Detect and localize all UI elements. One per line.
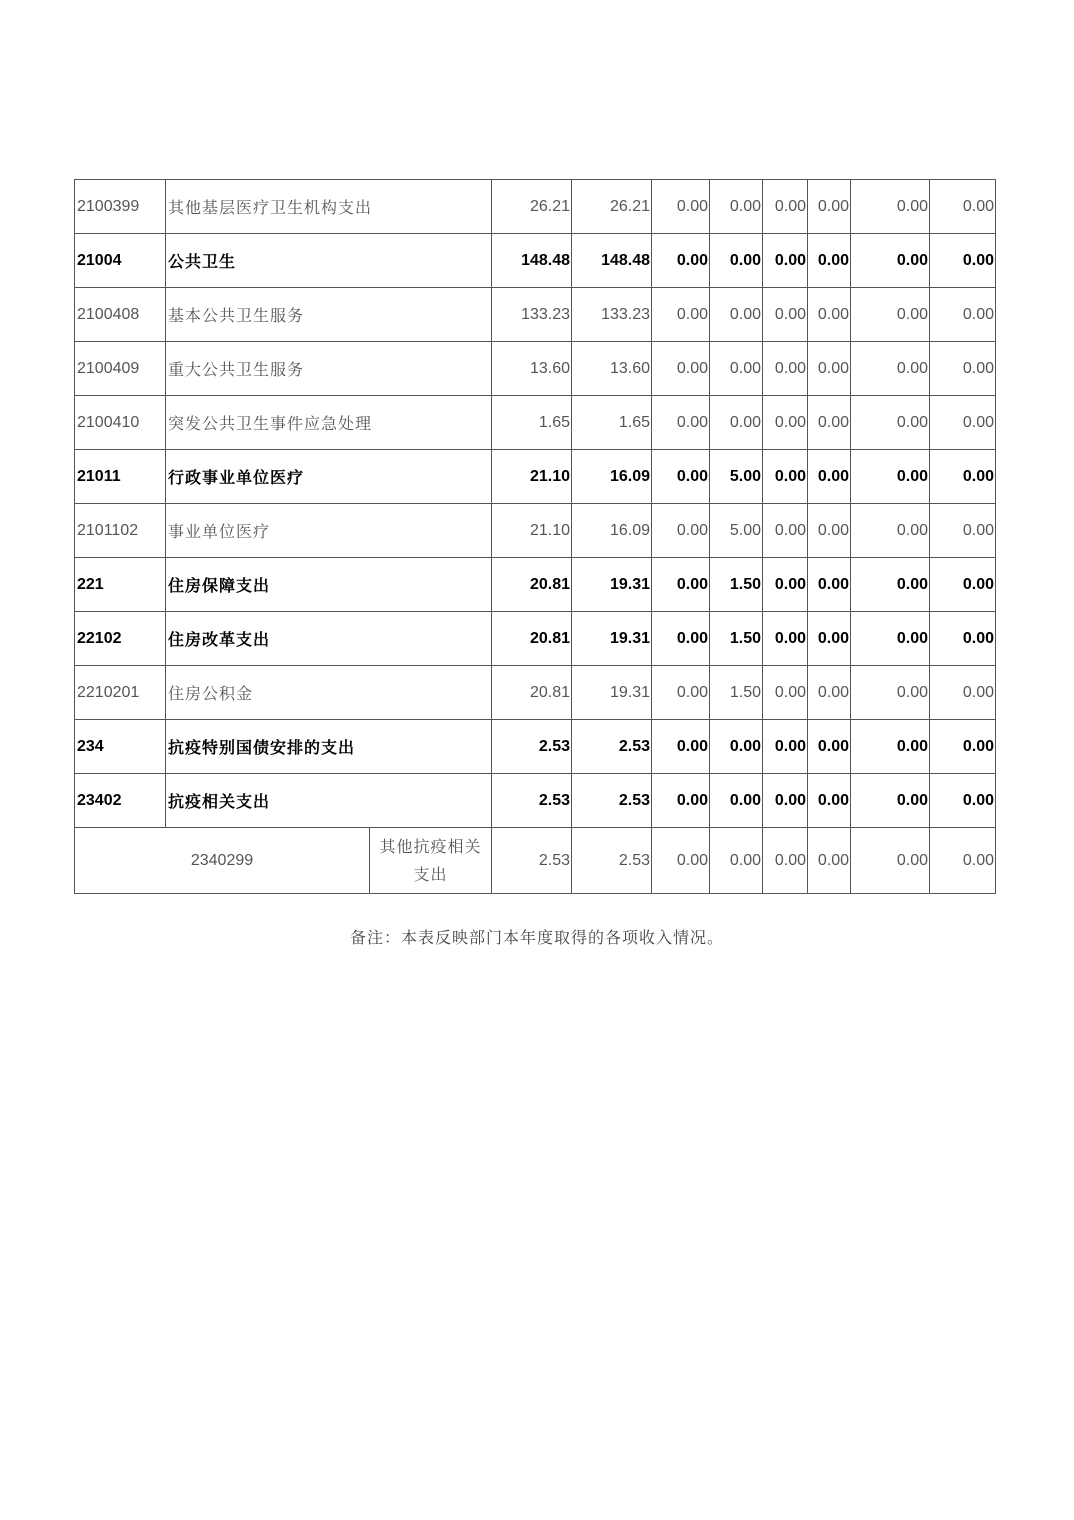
- row-name: 住房公积金: [166, 666, 492, 720]
- row-value: 0.00: [652, 828, 710, 894]
- table-row: [75, 396, 996, 450]
- budget-table: [74, 179, 996, 894]
- table-row: [75, 828, 996, 894]
- row-value: 1.65: [572, 396, 652, 450]
- row-value: 0.00: [763, 396, 808, 450]
- row-name: 其他基层医疗卫生机构支出: [166, 180, 492, 234]
- row-value: 0.00: [930, 342, 996, 396]
- row-value: 0.00: [930, 234, 996, 288]
- row-name: 抗疫相关支出: [166, 774, 492, 828]
- row-name: 突发公共卫生事件应急处理: [166, 396, 492, 450]
- row-value: 0.00: [808, 612, 851, 666]
- row-value: 148.48: [492, 234, 572, 288]
- row-value: 0.00: [652, 342, 710, 396]
- row-value: 19.31: [572, 666, 652, 720]
- row-value: 16.09: [572, 504, 652, 558]
- row-value: 1.50: [710, 612, 763, 666]
- table-row: [75, 180, 996, 234]
- row-name: 抗疫特别国债安排的支出: [166, 720, 492, 774]
- row-value: 0.00: [851, 666, 930, 720]
- row-value: 0.00: [930, 828, 996, 894]
- row-value: 0.00: [710, 180, 763, 234]
- row-value: 26.21: [492, 180, 572, 234]
- row-value: 21.10: [492, 504, 572, 558]
- row-value: 0.00: [763, 342, 808, 396]
- row-code: 2100409: [75, 342, 166, 396]
- row-value: 0.00: [808, 666, 851, 720]
- row-value: 0.00: [930, 450, 996, 504]
- row-value: 0.00: [710, 288, 763, 342]
- row-value: 16.09: [572, 450, 652, 504]
- row-value: 0.00: [930, 558, 996, 612]
- row-value: 0.00: [652, 612, 710, 666]
- row-value: 0.00: [851, 828, 930, 894]
- row-value: 1.50: [710, 666, 763, 720]
- row-value: 0.00: [652, 504, 710, 558]
- row-value: 13.60: [492, 342, 572, 396]
- row-value: 0.00: [808, 720, 851, 774]
- row-value: 20.81: [492, 612, 572, 666]
- row-value: 0.00: [930, 396, 996, 450]
- row-value: 0.00: [851, 558, 930, 612]
- row-value: 0.00: [710, 720, 763, 774]
- row-code: 2100408: [75, 288, 166, 342]
- table-body: [75, 180, 996, 894]
- row-value: 0.00: [930, 612, 996, 666]
- row-value: 2.53: [492, 774, 572, 828]
- row-value: 0.00: [763, 288, 808, 342]
- row-value: 0.00: [808, 288, 851, 342]
- row-value: 133.23: [572, 288, 652, 342]
- row-value: 0.00: [710, 234, 763, 288]
- row-code: 2101102: [75, 504, 166, 558]
- row-code: 23402: [75, 774, 166, 828]
- row-code: 21011: [75, 450, 166, 504]
- row-value: 0.00: [930, 720, 996, 774]
- table-row: [75, 342, 996, 396]
- row-value: 2.53: [492, 720, 572, 774]
- row-name: 公共卫生: [166, 234, 492, 288]
- table-row: [75, 666, 996, 720]
- table-row: [75, 774, 996, 828]
- row-value: 0.00: [763, 720, 808, 774]
- row-value: 0.00: [652, 288, 710, 342]
- row-value: 0.00: [710, 774, 763, 828]
- row-value: 26.21: [572, 180, 652, 234]
- row-value: 0.00: [808, 504, 851, 558]
- row-value: 0.00: [851, 342, 930, 396]
- row-code: 221: [75, 558, 166, 612]
- table-row: [75, 720, 996, 774]
- row-value: 0.00: [930, 288, 996, 342]
- row-name: 基本公共卫生服务: [166, 288, 492, 342]
- row-value: 2.53: [572, 828, 652, 894]
- table-row: [75, 234, 996, 288]
- row-value: 0.00: [710, 342, 763, 396]
- row-value: 19.31: [572, 558, 652, 612]
- row-value: 0.00: [652, 396, 710, 450]
- row-value: 0.00: [652, 720, 710, 774]
- row-code: 22102: [75, 612, 166, 666]
- table-row: [75, 504, 996, 558]
- row-value: 0.00: [763, 234, 808, 288]
- row-value: 21.10: [492, 450, 572, 504]
- row-name: 其他抗疫相关支出: [370, 828, 492, 894]
- row-value: 0.00: [652, 666, 710, 720]
- row-value: 0.00: [652, 450, 710, 504]
- row-value: 0.00: [808, 396, 851, 450]
- row-value: 0.00: [930, 774, 996, 828]
- row-code: 21004: [75, 234, 166, 288]
- row-value: 0.00: [808, 234, 851, 288]
- row-name: 重大公共卫生服务: [166, 342, 492, 396]
- row-value: 0.00: [763, 774, 808, 828]
- row-value: 2.53: [492, 828, 572, 894]
- row-value: 0.00: [851, 180, 930, 234]
- row-code: 2340299: [75, 828, 370, 894]
- row-value: 0.00: [851, 504, 930, 558]
- row-value: 0.00: [763, 612, 808, 666]
- row-value: 0.00: [652, 180, 710, 234]
- row-value: 13.60: [572, 342, 652, 396]
- row-value: 0.00: [763, 450, 808, 504]
- row-value: 0.00: [851, 720, 930, 774]
- row-value: 0.00: [851, 774, 930, 828]
- row-value: 0.00: [808, 774, 851, 828]
- table-row: [75, 558, 996, 612]
- row-value: 0.00: [808, 558, 851, 612]
- row-value: 0.00: [763, 666, 808, 720]
- row-code: 2100410: [75, 396, 166, 450]
- row-code: 2100399: [75, 180, 166, 234]
- row-value: 0.00: [851, 234, 930, 288]
- row-value: 5.00: [710, 504, 763, 558]
- row-value: 20.81: [492, 666, 572, 720]
- table-row: [75, 288, 996, 342]
- row-name: 行政事业单位医疗: [166, 450, 492, 504]
- row-name: 住房保障支出: [166, 558, 492, 612]
- row-value: 0.00: [930, 180, 996, 234]
- row-value: 1.50: [710, 558, 763, 612]
- row-value: 20.81: [492, 558, 572, 612]
- table-row: [75, 450, 996, 504]
- row-value: 133.23: [492, 288, 572, 342]
- row-value: 0.00: [930, 504, 996, 558]
- row-name: 住房改革支出: [166, 612, 492, 666]
- row-value: 0.00: [652, 234, 710, 288]
- row-value: 0.00: [851, 450, 930, 504]
- row-value: 0.00: [763, 504, 808, 558]
- row-name: 事业单位医疗: [166, 504, 492, 558]
- row-value: 2.53: [572, 774, 652, 828]
- row-value: 0.00: [763, 180, 808, 234]
- table-note: 备注：本表反映部门本年度取得的各项收入情况。: [349, 928, 724, 947]
- row-value: 0.00: [652, 558, 710, 612]
- row-value: 1.65: [492, 396, 572, 450]
- row-value: 5.00: [710, 450, 763, 504]
- row-value: 148.48: [572, 234, 652, 288]
- row-value: 0.00: [763, 558, 808, 612]
- row-value: 2.53: [572, 720, 652, 774]
- row-value: 0.00: [652, 774, 710, 828]
- row-value: 0.00: [808, 180, 851, 234]
- row-code: 234: [75, 720, 166, 774]
- row-value: 0.00: [710, 828, 763, 894]
- row-value: 0.00: [851, 288, 930, 342]
- row-value: 0.00: [808, 828, 851, 894]
- row-value: 0.00: [763, 828, 808, 894]
- row-code: 2210201: [75, 666, 166, 720]
- row-value: 0.00: [808, 450, 851, 504]
- row-value: 0.00: [808, 342, 851, 396]
- row-value: 0.00: [710, 396, 763, 450]
- row-value: 0.00: [851, 612, 930, 666]
- row-value: 0.00: [930, 666, 996, 720]
- table-row: [75, 612, 996, 666]
- row-value: 0.00: [851, 396, 930, 450]
- row-value: 19.31: [572, 612, 652, 666]
